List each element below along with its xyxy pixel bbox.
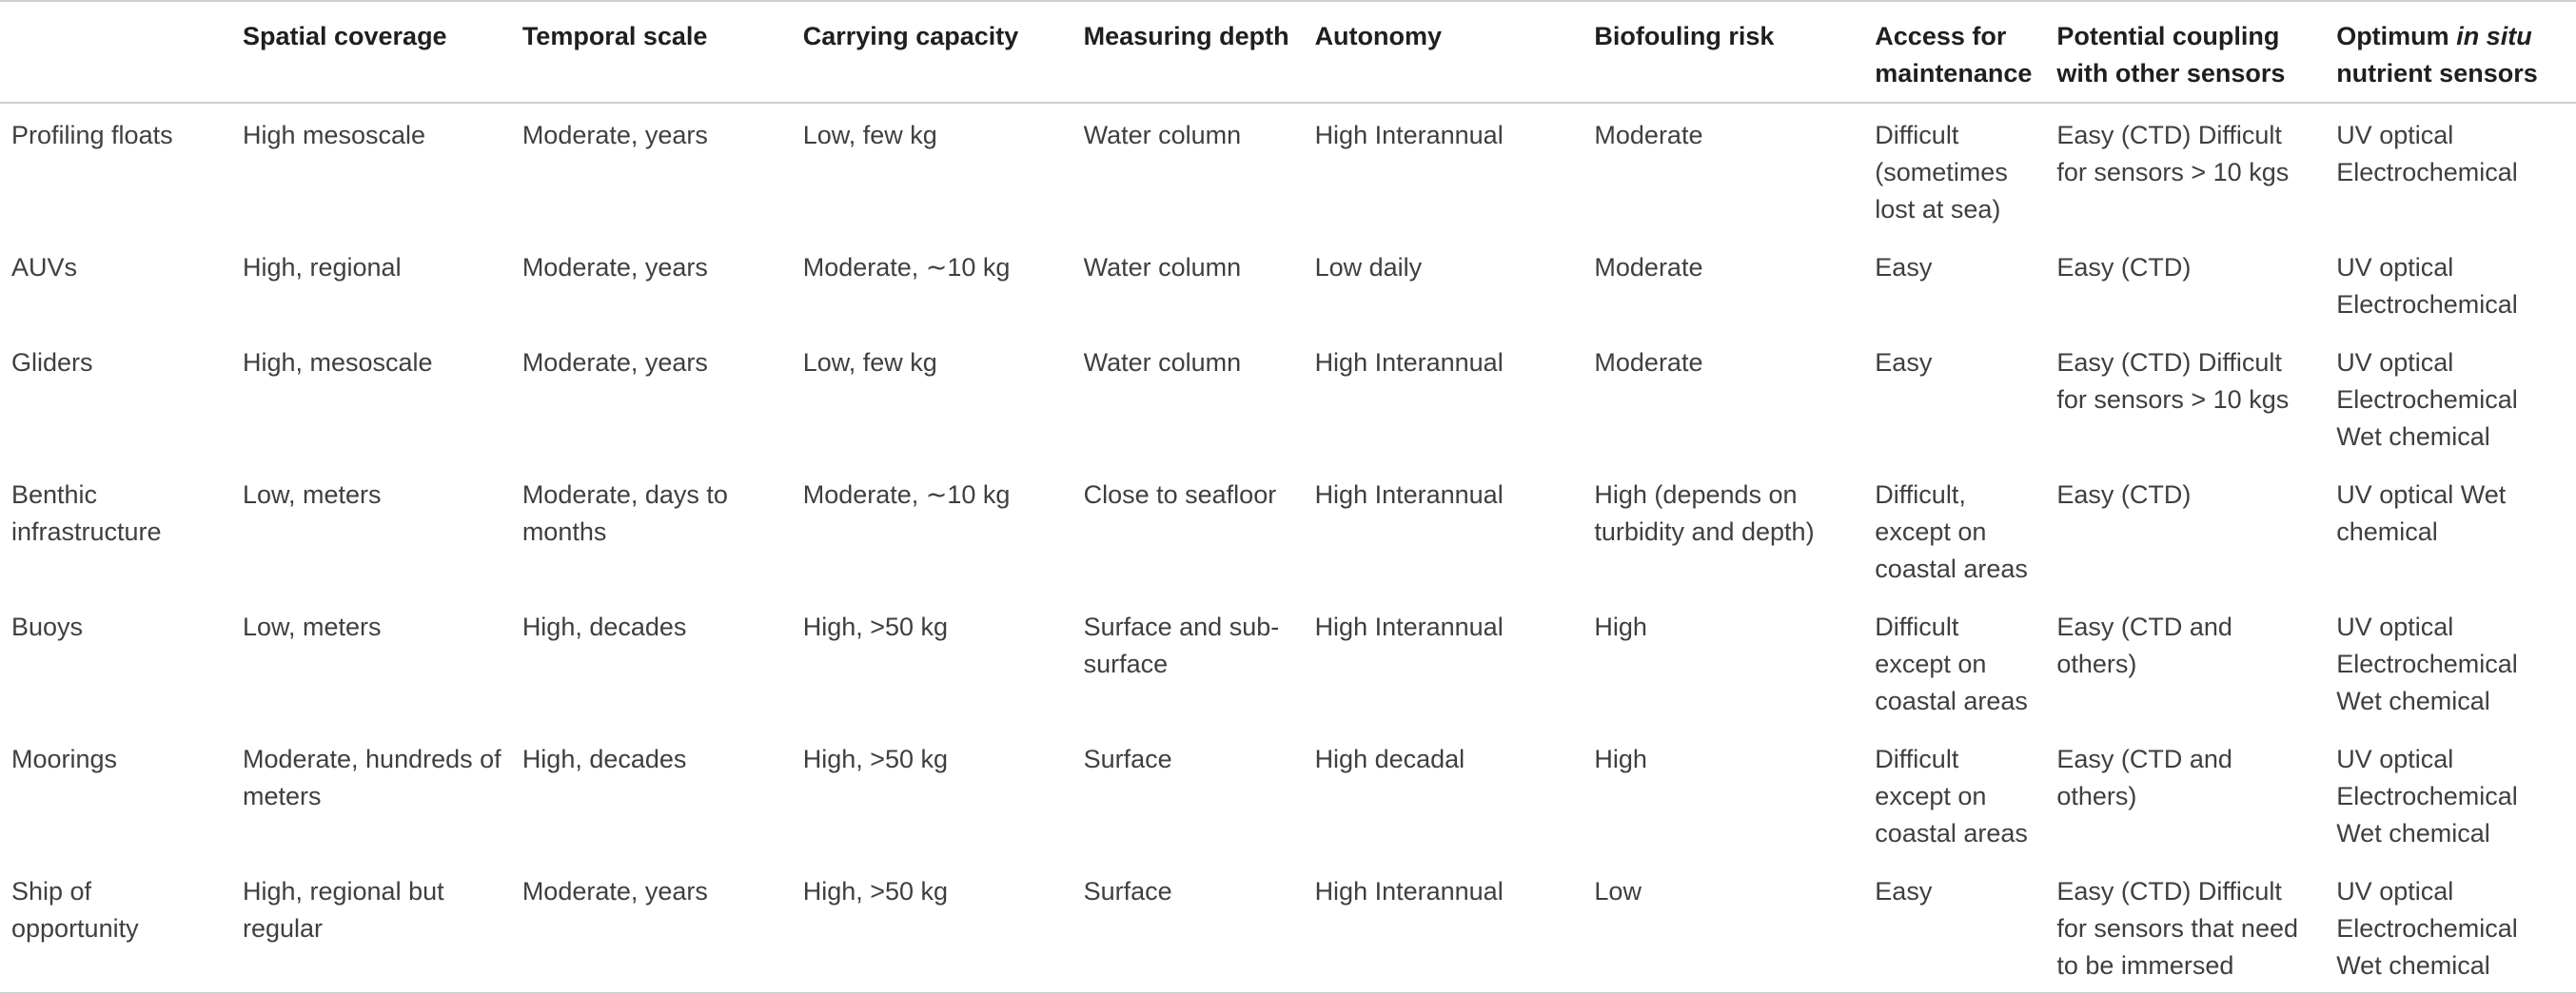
- header-optimum-prefix: Optimum: [2336, 22, 2457, 50]
- cell-potential-coupling: Easy (CTD) Difficult for sensors that need to be immersed: [2056, 877, 2298, 980]
- cell-potential-coupling: Easy (CTD): [2056, 480, 2192, 509]
- cell-measuring-depth: Water column: [1083, 121, 1242, 149]
- cell-platform: Ship of opportunity: [11, 877, 139, 943]
- cell-optimum-sensors: UV optical Electrochemical Wet chemical: [2336, 745, 2518, 848]
- cell-optimum-sensors: UV optical Electrochemical: [2336, 121, 2518, 186]
- cell-access-for-maintenance: Difficult except on coastal areas: [1875, 745, 2028, 848]
- header-optimum-italic: in situ: [2456, 22, 2532, 50]
- header-carrying-capacity: Carrying capacity: [802, 22, 1019, 50]
- table-row: [0, 860, 2576, 993]
- header-optimum-sensors: [2325, 1, 2576, 103]
- cell-temporal-scale: High, decades: [521, 745, 687, 773]
- cell-potential-coupling: Easy (CTD and others): [2056, 613, 2232, 678]
- cell-measuring-depth: Surface: [1083, 745, 1172, 773]
- cell-optimum-sensors: UV optical Electrochemical: [2336, 253, 2518, 319]
- cell-access-for-maintenance: Easy: [1875, 253, 1933, 282]
- header-platform: [0, 1, 231, 103]
- cell-spatial-coverage: Moderate, hundreds of meters: [242, 745, 501, 810]
- cell-carrying-capacity: High, >50 kg: [802, 877, 949, 906]
- cell-biofouling-risk: Moderate: [1594, 121, 1703, 149]
- cell-autonomy: High Interannual: [1314, 877, 1504, 906]
- table-row: [0, 236, 2576, 331]
- cell-platform: Buoys: [11, 613, 84, 641]
- cell-biofouling-risk: Moderate: [1594, 253, 1703, 282]
- cell-biofouling-risk: High: [1594, 745, 1647, 773]
- cell-potential-coupling: Easy (CTD) Difficult for sensors > 10 kgs: [2056, 348, 2290, 414]
- header-autonomy: Autonomy: [1314, 22, 1443, 50]
- cell-platform: AUVs: [11, 253, 78, 282]
- header-spatial-coverage: Spatial coverage: [242, 22, 447, 50]
- cell-carrying-capacity: Low, few kg: [802, 348, 937, 377]
- cell-temporal-scale: Moderate, years: [521, 877, 708, 906]
- cell-optimum-sensors: UV optical Electrochemical Wet chemical: [2336, 613, 2518, 715]
- cell-measuring-depth: Water column: [1083, 348, 1242, 377]
- cell-access-for-maintenance: Easy: [1875, 348, 1933, 377]
- cell-autonomy: High Interannual: [1314, 348, 1504, 377]
- cell-spatial-coverage: High mesoscale: [242, 121, 426, 149]
- cell-biofouling-risk: High: [1594, 613, 1647, 641]
- cell-temporal-scale: Moderate, years: [521, 253, 708, 282]
- cell-temporal-scale: High, decades: [521, 613, 687, 641]
- cell-access-for-maintenance: Difficult, except on coastal areas: [1875, 480, 2028, 583]
- cell-autonomy: High Interannual: [1314, 480, 1504, 509]
- cell-autonomy: High Interannual: [1314, 613, 1504, 641]
- cell-access-for-maintenance: Easy: [1875, 877, 1933, 906]
- table-header: [0, 1, 2576, 103]
- cell-carrying-capacity: High, >50 kg: [802, 745, 949, 773]
- cell-biofouling-risk: Low: [1594, 877, 1642, 906]
- cell-autonomy: High Interannual: [1314, 121, 1504, 149]
- table-row: [0, 463, 2576, 595]
- cell-measuring-depth: Surface and sub-surface: [1083, 613, 1280, 678]
- header-row: [0, 1, 2576, 103]
- cell-potential-coupling: Easy (CTD and others): [2056, 745, 2232, 810]
- header-measuring-depth: Measuring depth: [1083, 22, 1289, 50]
- cell-potential-coupling: Easy (CTD) Difficult for sensors > 10 kgs: [2056, 121, 2290, 186]
- cell-carrying-capacity: High, >50 kg: [802, 613, 949, 641]
- cell-access-for-maintenance: Difficult (sometimes lost at sea): [1875, 121, 2008, 224]
- header-potential-coupling: Potential coupling with other sensors: [2056, 22, 2286, 88]
- cell-carrying-capacity: Moderate, ∼10 kg: [802, 253, 1011, 282]
- cell-temporal-scale: Moderate, years: [521, 348, 708, 377]
- cell-measuring-depth: Close to seafloor: [1083, 480, 1277, 509]
- cell-platform: Moorings: [11, 745, 118, 773]
- cell-autonomy: High decadal: [1314, 745, 1465, 773]
- header-optimum-suffix: nutrient sensors: [2336, 59, 2538, 88]
- header-access-for-maintenance: Access for maintenance: [1875, 22, 2033, 88]
- cell-biofouling-risk: High (depends on turbidity and depth): [1594, 480, 1815, 546]
- cell-platform: Benthic infrastructure: [11, 480, 162, 546]
- cell-optimum-sensors: UV optical Electrochemical Wet chemical: [2336, 348, 2518, 451]
- cell-optimum-sensors: UV optical Wet chemical: [2336, 480, 2507, 546]
- header-biofouling-risk: Biofouling risk: [1594, 22, 1775, 50]
- cell-spatial-coverage: Low, meters: [242, 480, 382, 509]
- cell-autonomy: Low daily: [1314, 253, 1423, 282]
- table-body: [0, 103, 2576, 993]
- cell-spatial-coverage: High, regional but regular: [242, 877, 444, 943]
- table-row: [0, 331, 2576, 463]
- cell-carrying-capacity: Low, few kg: [802, 121, 937, 149]
- cell-platform: Gliders: [11, 348, 93, 377]
- cell-potential-coupling: Easy (CTD): [2056, 253, 2192, 282]
- table-row: [0, 595, 2576, 728]
- cell-measuring-depth: Surface: [1083, 877, 1172, 906]
- header-temporal-scale: Temporal scale: [521, 22, 708, 50]
- cell-temporal-scale: Moderate, years: [521, 121, 708, 149]
- cell-access-for-maintenance: Difficult except on coastal areas: [1875, 613, 2028, 715]
- cell-spatial-coverage: High, regional: [242, 253, 402, 282]
- cell-platform: Profiling floats: [11, 121, 173, 149]
- cell-measuring-depth: Water column: [1083, 253, 1242, 282]
- table-row: [0, 728, 2576, 860]
- cell-biofouling-risk: Moderate: [1594, 348, 1703, 377]
- cell-spatial-coverage: Low, meters: [242, 613, 382, 641]
- cell-carrying-capacity: Moderate, ∼10 kg: [802, 480, 1011, 509]
- cell-spatial-coverage: High, mesoscale: [242, 348, 433, 377]
- cell-optimum-sensors: UV optical Electrochemical Wet chemical: [2336, 877, 2518, 980]
- table-row: [0, 103, 2576, 236]
- cell-temporal-scale: Moderate, days to months: [521, 480, 728, 546]
